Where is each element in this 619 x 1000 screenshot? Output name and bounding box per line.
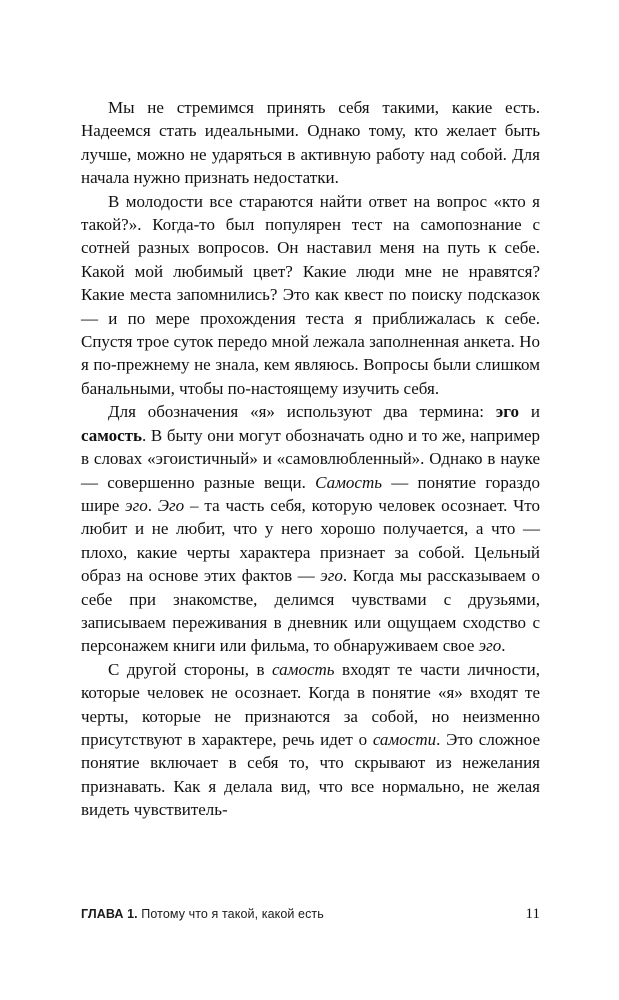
page-number: 11 [525,906,540,922]
paragraph [81,658,540,822]
chapter-title: Потому что я такой, какой есть [137,907,324,921]
text-run: входят те части личности, которые человек не осознает. Когда в понятие «я» входят те черты, которые не признаются за собой, но неизменно присутствуют в характере, речь идет о [81,659,540,749]
running-title [81,907,324,921]
text-run: . Это сложное понятие включает в себя то, что скрывают из нежелания признавать. Как я делала вид, что все нормально, не желая видеть чувствитель- [81,729,540,820]
text-run-bold: эго [495,402,520,422]
text-run-italic: самости [372,729,437,749]
text-run: и [519,402,540,422]
paragraph [81,400,540,657]
text-run: С другой стороны, в [108,659,273,679]
text-run-bold: самость [81,425,142,445]
paragraph [81,190,540,401]
paragraph [81,96,540,190]
text-run: Для обозначения «я» используют два термина: [108,402,496,422]
text-run: . Когда мы рассказываем о себе при знакомстве, делимся чувствами с друзьями, записываем переживания в дневник или ощущаем сходство с персонажем книги или фильма, то обнаруживаем свое [81,566,540,656]
text-run-italic: эго [478,636,502,656]
text-run: — понятие гораздо шире [81,472,540,515]
text-run: . В быту они могут обозначать одно и то же, например в словах «эгоистичный» и «самовлюбленный». Однако в науке — совершенно разные вещи. [81,425,540,492]
text-run-italic: эго [125,495,148,515]
text-run-italic: самость [272,659,335,679]
text-run: . [501,636,506,656]
text-run-italic: Самость [315,472,382,492]
text-run-italic: эго [320,566,343,586]
text-run: . [147,495,158,515]
chapter-label: ГЛАВА 1. [81,907,138,921]
text-run: В молодости все стараются найти ответ на вопрос «кто я такой?». Когда-то был популярен тест на самопознание с сотней разных вопросов. Он наставил меня на путь к себе. Какой мой любимый цвет? Какие люди мне не нравятся? Какие места запомнились? Это как квест по поиску подсказок — и по мере прохождения теста я приближалась к себе. Спустя трое суток передо мной лежала заполненная анкета. Но я по-прежнему не знала, кем являюсь. Вопросы были слишком банальными, чтобы по-настоящему изучить себя. [81,191,540,398]
text-run: Мы не стремимся принять себя такими, какие есть. Надеемся стать идеальными. Однако тому, кто желает быть лучше, можно не ударяться в активную работу над собой. Для начала нужно признать недостатки. [81,98,540,188]
text-run-italic: Эго [157,495,185,515]
page-text [81,96,540,822]
page-footer [81,906,540,923]
text-run: – та часть себя, которую человек осознает. Что любит и не любит, что у него хорошо получается, а что — плохо, какие черты характера признает за собой. Цельный образ на основе этих фактов — [81,495,541,586]
